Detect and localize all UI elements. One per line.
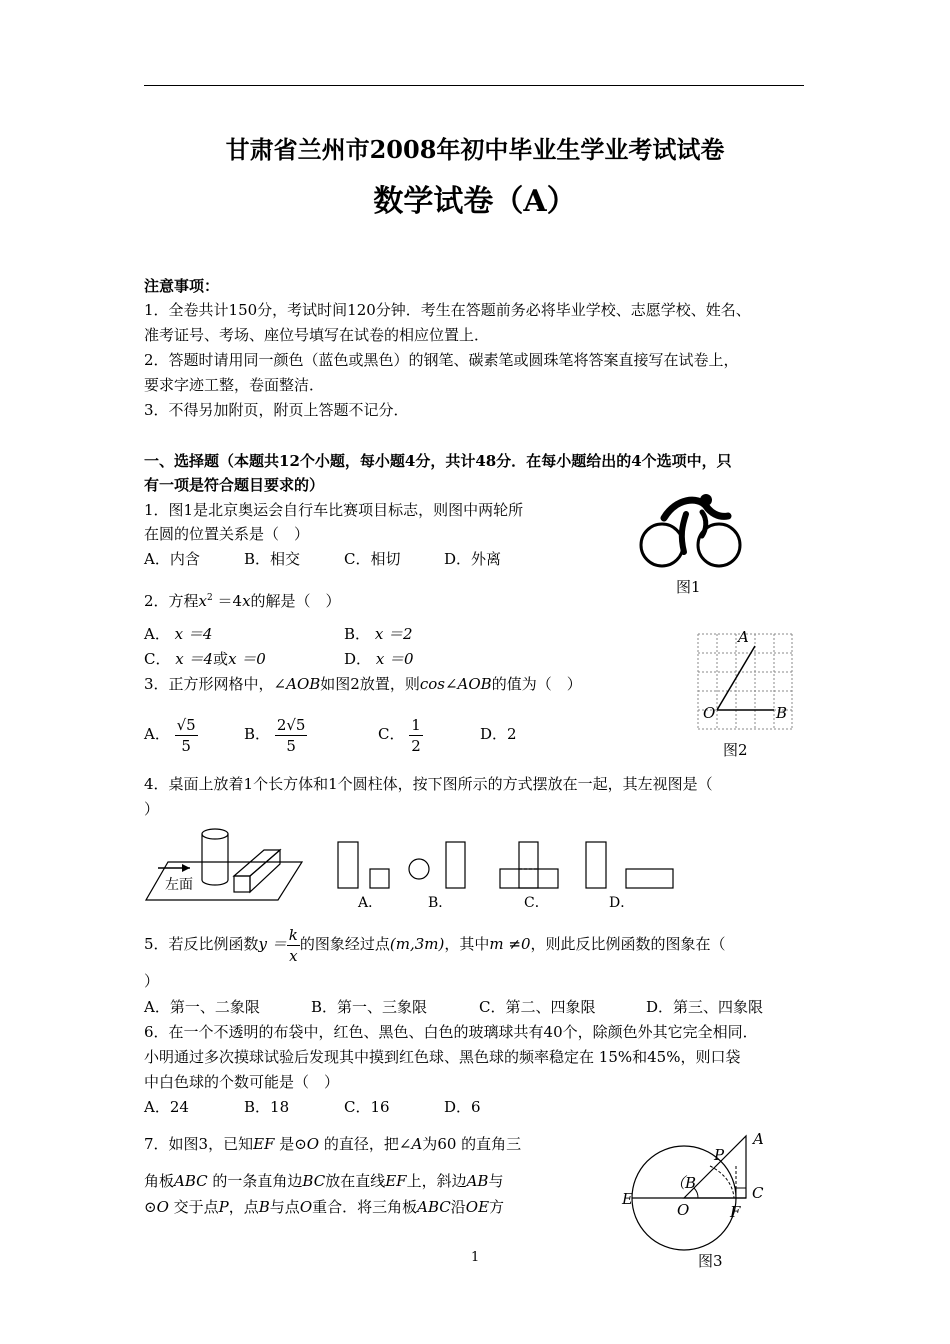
q3-a-num: √5 — [176, 715, 196, 734]
q3-a-fraction — [175, 715, 198, 756]
left-side-label: 左面 — [165, 877, 193, 893]
q2-stem — [144, 588, 341, 611]
desk-figure — [144, 822, 309, 902]
q2-eq-x: x — [198, 592, 208, 610]
q5-mid: 的图象经过点 — [299, 935, 390, 953]
q3-mid: 如图2放置，则 — [320, 675, 420, 693]
q7-l2-d: 上，斜边 — [406, 1172, 467, 1190]
q7-l1-b: 是 — [274, 1135, 295, 1153]
q7-l2-a: 角板 — [144, 1172, 175, 1190]
grid-label-b: B — [776, 704, 788, 722]
q4-option-a: A． — [358, 895, 383, 911]
q6-option-a: A．24 — [144, 1098, 189, 1116]
q3-option-a — [144, 712, 198, 756]
q7-ef2: EF — [385, 1172, 407, 1190]
notice-line-2a: 2．答题时请用同一颜色（蓝色或黑色）的钢笔、碳素笔或圆珠笔将答案直接写在试卷上， — [144, 351, 739, 369]
q4-line1: 4．桌面上放着1个长方体和1个圆柱体，按下图所示的方式摆放在一起，其左视图是（ — [144, 775, 713, 793]
q2-a-value: x ＝4 — [174, 625, 213, 643]
q2-eq-exp: 2 — [207, 593, 213, 603]
q2-option-b — [344, 624, 413, 644]
q6-option-d: D．6 — [444, 1098, 481, 1116]
q2-prefix: 2．方程 — [144, 592, 199, 610]
fig3-label-o: O — [677, 1201, 690, 1219]
q2-b-label: B． — [344, 625, 371, 643]
figure-2-caption: 图2 — [723, 741, 748, 759]
q7-l2-b: 的一条直角边 — [207, 1172, 303, 1190]
q7-bc: BC — [302, 1172, 326, 1190]
q7-b: B — [258, 1198, 270, 1216]
grid-label-o: O — [703, 704, 716, 722]
q5-y: y ＝ — [258, 935, 287, 953]
q2-a-label: A． — [144, 625, 170, 643]
q5-point: (m,3m) — [389, 935, 445, 953]
q1-option-d: D．外离 — [444, 550, 502, 568]
q7-l3-e: 沿 — [450, 1198, 466, 1216]
q3-c-num: 1 — [411, 715, 421, 734]
q7-l3-d: 重合．将三角板 — [312, 1198, 418, 1216]
q7-oe: OE — [465, 1198, 490, 1216]
notice-heading: 注意事项： — [144, 277, 220, 295]
q4-line2: ） — [144, 800, 160, 818]
q6-option-b: B．18 — [244, 1098, 290, 1116]
q7-ef: EF — [253, 1135, 275, 1153]
notice-line-2b: 要求字迹工整，卷面整洁． — [144, 376, 325, 394]
exam-subtitle: 数学试卷（A） — [373, 184, 577, 219]
grid-label-a: A — [738, 628, 749, 646]
q4-option-b: B． — [428, 895, 453, 911]
q5-option-d: D．第三、四象限 — [646, 998, 764, 1016]
q7-l1-c: 的直径，把 — [319, 1135, 399, 1153]
q3-option-b — [244, 712, 307, 756]
q1-option-a: A．内含 — [144, 550, 200, 568]
q6-option-c: C．16 — [344, 1098, 390, 1116]
q7-abc2: ABC — [417, 1198, 451, 1216]
q5-k: k — [288, 925, 298, 944]
q2-c-label: C． — [144, 650, 171, 668]
q7-l1-d: 为 — [422, 1135, 438, 1153]
q2-eq-rhs: ＝4 — [212, 592, 243, 610]
q3-a-label: A． — [144, 725, 170, 743]
notice-line-1b: 准考证号、考场、座位号填写在试卷的相应位置上． — [144, 326, 490, 344]
q4-option-c: C． — [524, 895, 549, 911]
fig3-label-b: （B — [670, 1174, 697, 1192]
circle-triangle-figure — [618, 1126, 776, 1252]
q7-ab: AB — [466, 1172, 489, 1190]
q2-c-or: 或 — [213, 650, 229, 668]
notice-line-3: 3．不得另加附页，附页上答题不记分． — [144, 401, 409, 419]
q2-option-d — [344, 649, 414, 669]
q5-suffix: ，则此反比例函数的图象在（ — [530, 935, 726, 953]
q2-b-value: x ＝2 — [374, 625, 413, 643]
fig3-label-a: A — [753, 1130, 764, 1148]
q5-line2: ） — [144, 972, 160, 990]
q1-option-b: B．相交 — [244, 550, 301, 568]
fig3-label-e: E — [622, 1190, 633, 1208]
figure-1-caption: 图1 — [676, 578, 701, 596]
q5-option-a: A．第一、二象限 — [144, 998, 260, 1016]
bicycle-figure — [636, 490, 746, 570]
q2-c-value2: x ＝0 — [228, 650, 266, 668]
q7-l3-f: 方 — [489, 1198, 505, 1216]
q7-p: P — [218, 1198, 229, 1216]
q7-line3 — [144, 1197, 504, 1217]
q3-suffix: 的值为（ ） — [491, 675, 582, 693]
fig3-label-f: F — [730, 1203, 741, 1221]
q7-l3-c: 与点 — [269, 1198, 300, 1216]
q7-circle-o-2: ⊙O — [144, 1198, 169, 1216]
q5-prefix: 5．若反比例函数 — [144, 935, 259, 953]
q1-option-c: C．相切 — [344, 550, 401, 568]
q7-circle-o: ⊙O — [294, 1135, 320, 1153]
q6-line1: 6．在一个不透明的布袋中，红色、黑色、白色的玻璃球共有40个，除颜色外其它完全相同． — [144, 1023, 758, 1041]
q2-eq-x2: x — [242, 592, 251, 610]
q2-option-c — [144, 649, 266, 669]
q7-l3-a: 交于点 — [168, 1198, 219, 1216]
q7-line1 — [144, 1134, 521, 1154]
q5-cond: m ≠0 — [489, 935, 531, 953]
q5-option-c: C．第二、四象限 — [479, 998, 596, 1016]
q7-l2-c: 放在直线 — [325, 1172, 386, 1190]
q3-cos: cos∠AOB — [419, 675, 492, 693]
q1-line1: 1．图1是北京奥运会自行车比赛项目标志，则图中两轮所 — [144, 501, 524, 519]
q3-b-label: B． — [244, 725, 271, 743]
q7-angle-a: ∠A — [398, 1135, 423, 1153]
q3-stem — [144, 674, 582, 694]
fig3-label-c: C — [752, 1184, 764, 1202]
q6-line3: 中白色球的个数可能是（ ） — [144, 1073, 340, 1091]
q3-option-d: D．2 — [480, 725, 517, 743]
header-rule — [144, 85, 804, 86]
q5-stem — [144, 922, 726, 966]
exam-title: 甘肃省兰州市2008年初中毕业生学业考试试卷 — [225, 135, 725, 164]
grid-figure — [694, 628, 796, 734]
q7-l1-a: 7．如图3，已知 — [144, 1135, 254, 1153]
q5-x: x — [289, 946, 298, 965]
q7-l1-e: 的直角三 — [456, 1135, 522, 1153]
section-heading-a: 一、选择题（本题共12个小题，每小题4分，共计48分．在每小题给出的4个选项中，只 — [144, 452, 732, 470]
section-heading-b: 有一项是符合题目要求的） — [144, 476, 325, 494]
q2-option-a — [144, 624, 212, 644]
q7-abc: ABC — [174, 1172, 208, 1190]
q5-fraction — [287, 925, 300, 966]
q3-c-label: C． — [378, 725, 405, 743]
q3-a-den: 5 — [181, 736, 191, 755]
q3-b-num: 2√5 — [276, 715, 306, 734]
page-number: 1 — [471, 1250, 480, 1265]
q3-option-c — [378, 712, 423, 756]
q4-option-d: D． — [609, 895, 635, 911]
q3-b-fraction — [275, 715, 308, 756]
q6-line2: 小明通过多次摸球试验后发现其中摸到红色球、黑色球的频率稳定在 15%和45%，则口袋 — [144, 1048, 741, 1066]
q7-l2-e: 与 — [488, 1172, 504, 1190]
q2-d-value: x ＝0 — [375, 650, 414, 668]
view-options-figure — [330, 838, 680, 894]
q2-c-value1: x ＝4 — [175, 650, 214, 668]
q1-line2: 在圆的位置关系是（ ） — [144, 525, 310, 543]
q3-b-den: 5 — [286, 736, 296, 755]
q2-d-label: D． — [344, 650, 372, 668]
q7-line2 — [144, 1171, 503, 1191]
q7-l3-b: ，点 — [228, 1198, 259, 1216]
q3-c-fraction — [409, 715, 423, 756]
q7-o: O — [299, 1198, 313, 1216]
figure-3-caption: 图3 — [698, 1252, 723, 1270]
q3-prefix: 3．正方形网格中， — [144, 675, 274, 693]
q2-suffix: 的解是（ ） — [250, 592, 341, 610]
q3-angle: ∠AOB — [273, 675, 321, 693]
q7-degree: 60 — [437, 1135, 457, 1153]
q3-c-den: 2 — [411, 736, 421, 755]
q5-option-b: B．第一、三象限 — [311, 998, 428, 1016]
fig3-label-p: P — [714, 1146, 725, 1164]
notice-line-1a: 1．全卷共计150分，考试时间120分钟．考生在答题前务必将毕业学校、志愿学校、姓名、 — [144, 301, 751, 319]
q5-mid2: ，其中 — [444, 935, 490, 953]
